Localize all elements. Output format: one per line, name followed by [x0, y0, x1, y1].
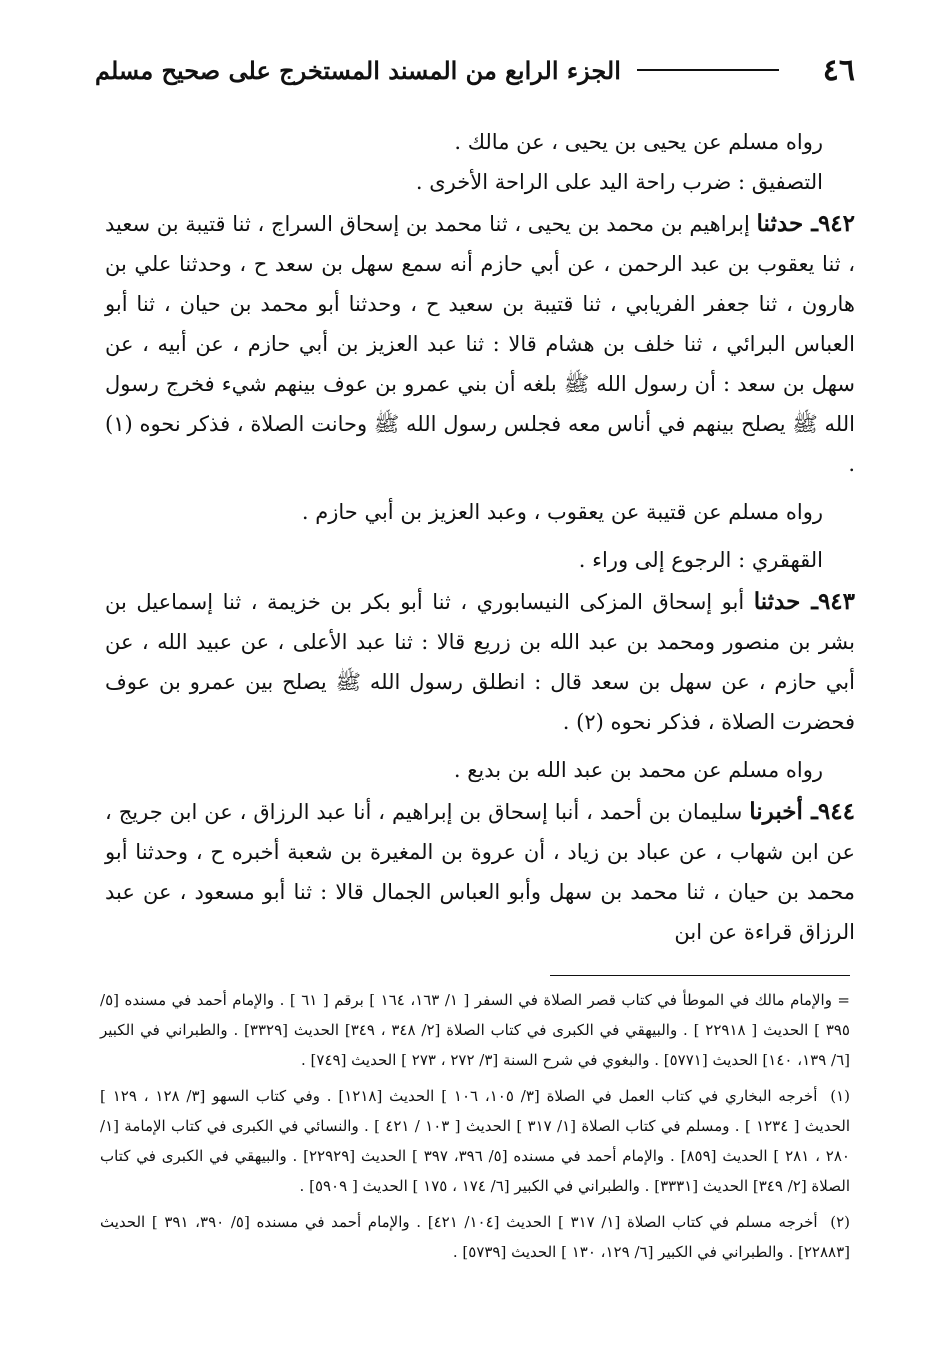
hadith-943 — [105, 582, 855, 742]
main-text — [105, 122, 855, 952]
header-rule — [637, 69, 779, 71]
page-header — [95, 44, 855, 96]
hadith-number: ٩٤٢ـ حدثنا — [756, 210, 855, 237]
footnote-continued: = والإمام مالك في الموطأ في كتاب قصر الصلاة في السفر [ ١/ ١٦٣، ١٦٤ ] برقم [ ٦١ ] . والإمام أحمد في مسنده [٥/ ٣٩٥ ] الحديث [ ٢٢٩١٨ ] . والبيهقي في الكبرى في كتاب الصلاة [٢/ ٣٤٨ ، ٣٤٩] الحديث [٣٣٢٩] . والطبراني في الكبير [٦/ ١٣٩، ١٤٠] الحديث [٥٧٧١] . والبغوي في شرح السنة [٣/ ٢٧٢ ، ٢٧٣ ] الحديث [٧٤٩] . — [100, 991, 850, 1069]
hadith-number: ٩٤٤ـ أخبرنا — [749, 798, 855, 825]
footnote-2 — [100, 1207, 850, 1267]
hadith-944 — [105, 792, 855, 952]
hadith-942 — [105, 204, 855, 484]
footnote-text: أخرجه البخاري في كتاب العمل في الصلاة [٣/ ١٠٥، ١٠٦ ] الحديث [١٢١٨] . وفي كتاب السهو [٣/ ١٢٨ ، ١٢٩ ] الحديث [ ١٢٣٤ ] . ومسلم في كتاب الصلاة [١/ ٣١٧ ] الحديث [ ١٠٣ / ٤٢١ ] . والنسائي في الكبرى في كتاب الإمامة [١/ ٢٨٠ ، ٢٨١ ] الحديث [٨٥٩] . والإمام أحمد في مسنده [٥/ ٣٩٦، ٣٩٧ ] الحديث [٢٢٩٢٩] . والبيهقي في الكبرى في كتاب الصلاة [٢/ ٣٤٩] الحديث [٣٣٣١] . والطبراني في الكبير [٦/ ١٧٤ ، ١٧٥ ] الحديث [ ٥٩٠٩] . — [100, 1087, 850, 1195]
glossary-note: التصفيق : ضرب راحة اليد على الراحة الأخرى . — [415, 170, 823, 194]
footnote-separator — [550, 975, 850, 976]
hadith-text: أبو إسحاق المزكى النيسابوري ، ثنا أبو بكر بن خزيمة ، ثنا إسماعيل بن بشر بن منصور ومحمد بن عبد الله بن زريع قالا : ثنا عبد الأعلى ، عن عبيد الله ، عن أبي حازم ، عن سهل بن سعد قال : انطلق رسول الله ﷺ يصلح بين عمرو بن عوف فحضرت الصلاة ، فذكر نحوه (٢) . — [105, 590, 855, 734]
footnote-marker: (٢) — [830, 1213, 851, 1231]
narration-note: رواه مسلم عن قتيبة عن يعقوب ، وعبد العزيز بن أبي حازم . — [301, 500, 823, 524]
glossary-note: القهقري : الرجوع إلى وراء . — [578, 548, 823, 572]
running-title: الجزء الرابع من المسند المستخرج على صحيح مسلم — [95, 55, 621, 85]
narration-note: رواه مسلم عن محمد بن عبد الله بن بديع . — [453, 758, 823, 782]
page-number: ٤٦ — [822, 52, 855, 88]
footnotes — [100, 985, 850, 1273]
hadith-text: إبراهيم بن محمد بن يحيى ، ثنا محمد بن إسحاق السراج ، ثنا قتيبة بن سعيد ، ثنا يعقوب بن عبد الرحمن ، عن أبي حازم أنه سمع سهل بن سعد ح ، وحدثنا علي بن هارون ، ثنا جعفر الفريابي ، ثنا قتيبة بن سعيد ح ، وحدثنا أبو محمد بن حيان ، ثنا أبو العباس البرائي ، ثنا خلف بن هشام قالا : ثنا عبد العزيز بن أبي حازم ، عن أبيه ، عن سهل بن سعد : أن رسول الله ﷺ بلغه أن بني عمرو بن عوف بينهم شيء فخرج رسول الله ﷺ يصلح بينهم في أناس معه فجلس رسول الله ﷺ وحانت الصلاة ، فذكر نحوه (١) . — [105, 212, 855, 476]
footnote-text: أخرجه مسلم في كتاب الصلاة [١/ ٣١٧ ] الحديث [١٠٤/ ٤٢١] . والإمام أحمد في مسنده [٥/ ٣٩٠، ٣٩١ ] الحديث [٢٢٨٨٣] . والطبراني في الكبير [٦/ ١٢٩، ١٣٠ ] الحديث [٥٧٣٩] . — [100, 1213, 850, 1261]
hadith-text: سليمان بن أحمد ، أنبا إسحاق بن إبراهيم ، أنا عبد الرزاق ، عن ابن جريج ، عن ابن شهاب ، عن عباد بن زياد ، أن عروة بن المغيرة بن شعبة أخبره ح ، وحدثنا أبو محمد بن حيان ، ثنا محمد بن سهل وأبو العباس الجمال قالا : ثنا أبو مسعود ، عن عبد الرزاق قراءة عن ابن — [105, 800, 855, 944]
footnote-1 — [100, 1081, 850, 1201]
hadith-number: ٩٤٣ـ حدثنا — [753, 588, 855, 615]
narration-note: رواه مسلم عن يحيى بن يحيى ، عن مالك . — [454, 130, 823, 154]
footnote-marker: (١) — [830, 1087, 850, 1105]
